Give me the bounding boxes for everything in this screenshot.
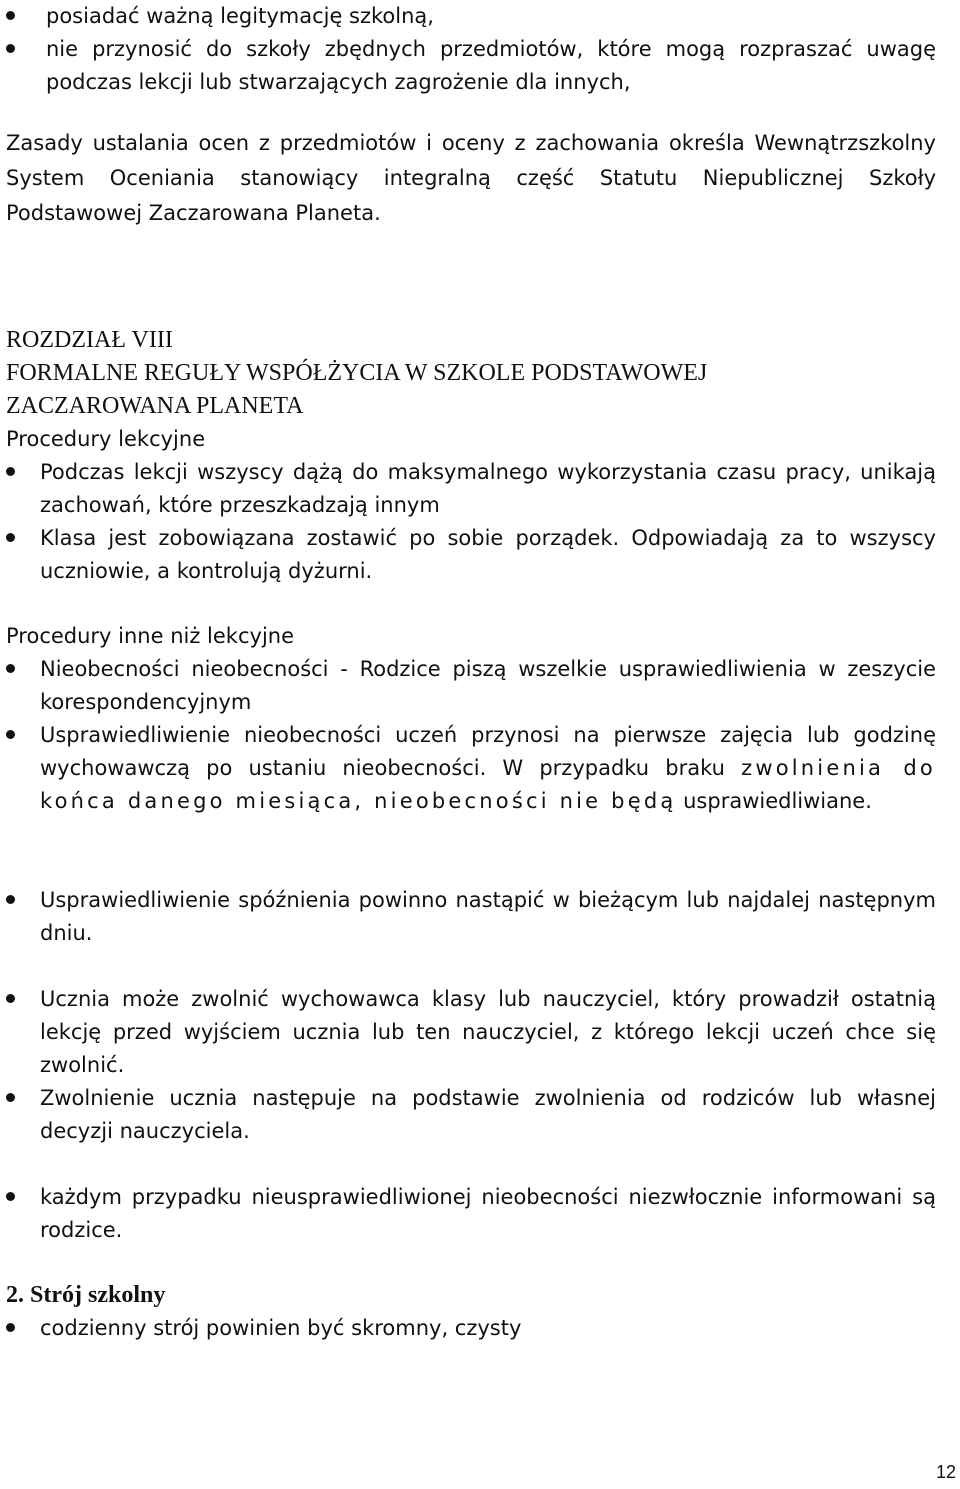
list-item [6,653,936,719]
section-title-lesson-procedures: Procedury lekcyjne [6,427,206,451]
chapter-number: ROZDZIAŁ VIII [6,327,173,353]
list-item-text [46,33,936,99]
bullet-icon [6,730,15,739]
chapter-title-line2: ZACZAROWANA PLANETA [6,393,304,419]
list-item [6,0,936,33]
bullet-icon [6,533,15,542]
list-item-text: codzienny strój powinien być skromny, czysty [40,1316,522,1340]
section-title-dress-code: 2. Strój szkolny [6,1282,166,1308]
list-item [6,983,936,1082]
list-item-text-part: usprawiedliwiane. [683,789,872,813]
list-item [6,1181,936,1247]
list-item-text-content: nie przynosić do szkoły zbędnych przedmiotów, które mogą rozpraszać uwagę podczas lekcji lub stwarzających zagrożenie dla innych, [46,37,936,94]
list-item-text: Nieobecności nieobecności - Rodzice piszą wszelkie usprawiedliwienia w zeszycie korespondencyjnym [40,657,936,714]
chapter-title-line1: FORMALNE REGUŁY WSPÓŁŻYCIA W SZKOLE PODSTAWOWEJ [6,360,708,386]
list-item [6,1082,936,1148]
bullet-icon [6,44,15,53]
bullet-icon [6,994,15,1003]
bullet-icon [6,1192,15,1201]
bullet-icon [6,1323,15,1332]
list-item-text-part: Usprawiedliwienie nieobecności uczeń przynosi na pierwsze zajęcia lub godzinę wychowawczą po ustaniu nieobecności. W przypadku braku [40,723,936,780]
chapter-heading [6,324,936,423]
list-item-text-part-spaced: zwolnienia do końca danego miesiąca, nieobecności nie będą [40,756,936,813]
list-item-text: Ucznia może zwolnić wychowawca klasy lub nauczyciel, który prowadził ostatnią lekcję przed wyjściem ucznia lub ten nauczyciel, z którego lekcji uczeń chce się zwolnić. [40,987,936,1077]
list-item-text: Podczas lekcji wszyscy dążą do maksymalnego wykorzystania czasu pracy, unikają zachowań, które przeszkadzają innym [40,460,936,517]
bullet-icon [6,11,15,20]
section-title-other-procedures: Procedury inne niż lekcyjne [6,624,295,648]
bullet-icon [6,1093,15,1102]
list-item [6,522,936,588]
bullet-icon [6,664,15,673]
list-item-text: Klasa jest zobowiązana zostawić po sobie porządek. Odpowiadają za to wszyscy uczniowie, a kontrolują dyżurni. [40,526,936,583]
list-item [6,884,936,950]
list-item-text: Zwolnienie ucznia następuje na podstawie zwolnienia od rodziców lub własnej decyzji nauczyciela. [40,1086,936,1143]
list-item [6,1312,936,1345]
list-item-text: każdym przypadku nieusprawiedliwionej nieobecności niezwłocznie informowani są rodzice. [40,1185,936,1242]
list-item-text: posiadać ważną legitymację szkolną, [46,4,434,28]
list-item [6,719,936,818]
page-number: 12 [935,1462,956,1482]
list-item-text [40,719,936,818]
list-item-text: Usprawiedliwienie spóźnienia powinno nastąpić w bieżącym lub najdalej następnym dniu. [40,888,936,945]
list-item [6,33,936,99]
bullet-icon [6,895,15,904]
bullet-icon [6,467,15,476]
intro-paragraph: Zasady ustalania ocen z przedmiotów i oceny z zachowania określa Wewnątrzszkolny System Oceniania stanowiący integralną część Statutu Niepublicznej Szkoły Podstawowej Zaczarowana Planeta. [6,131,936,225]
list-item [6,456,936,522]
